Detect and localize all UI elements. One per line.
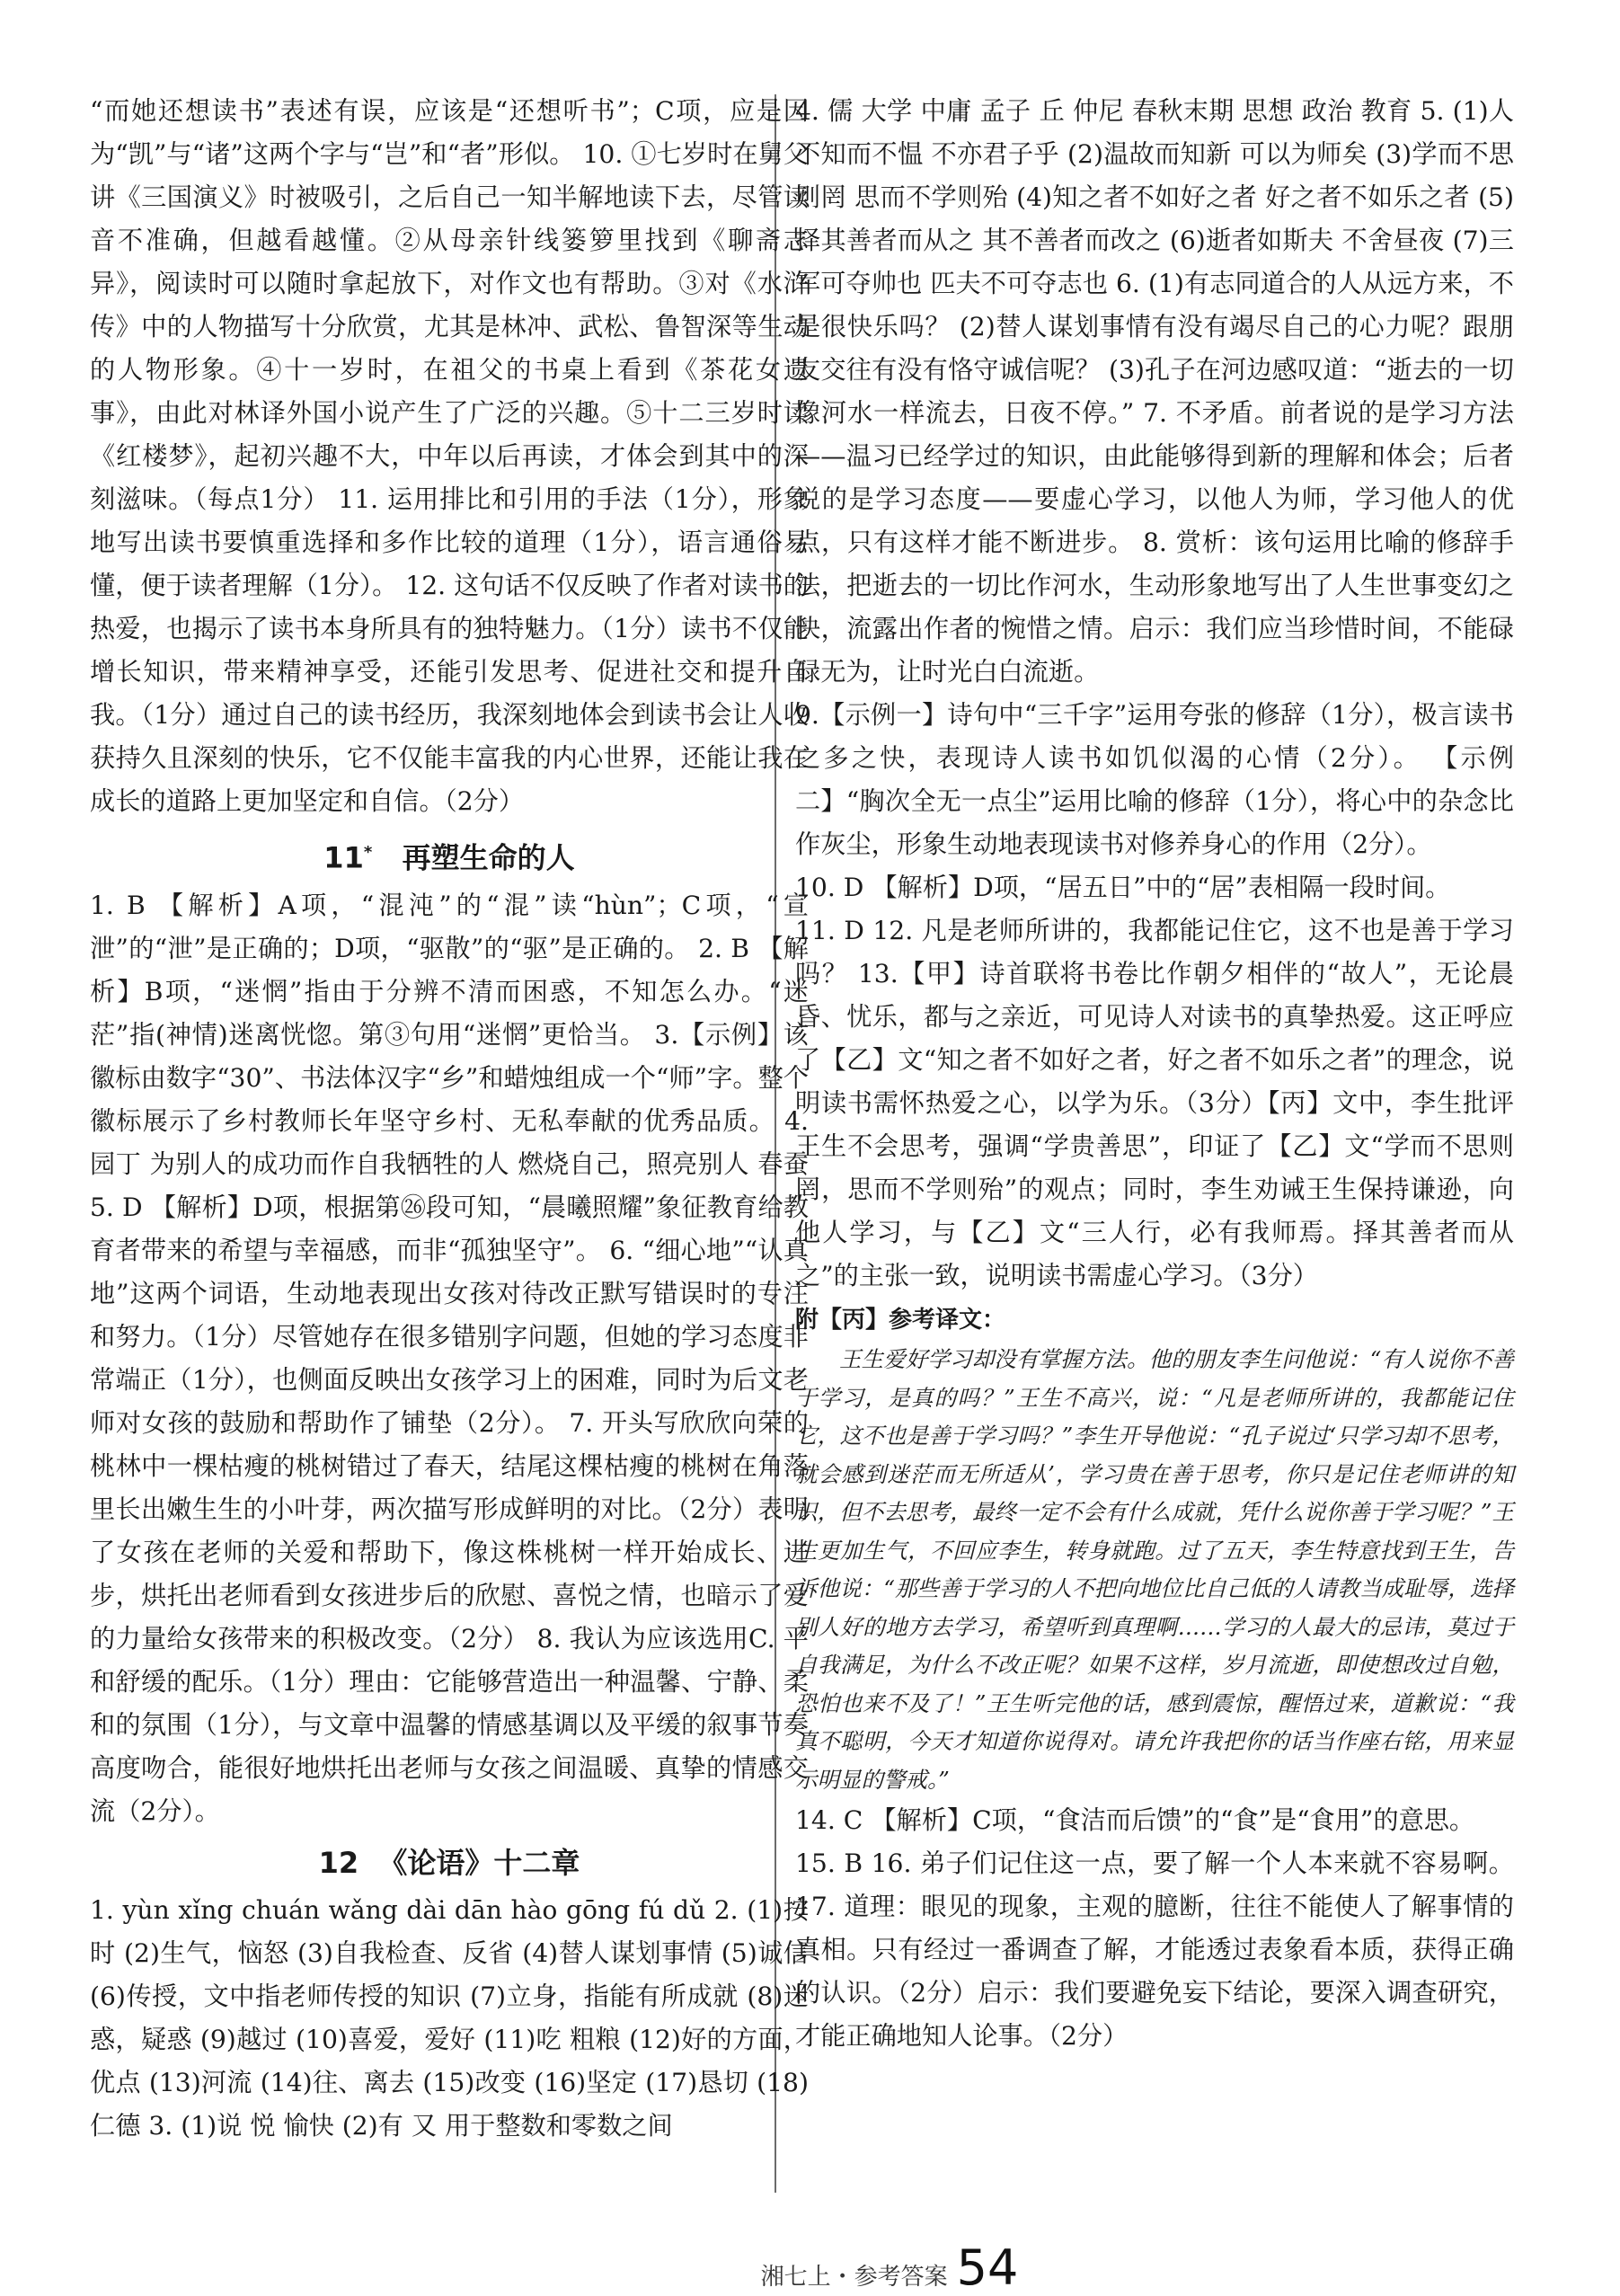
- answer-block-14: 14. C 【解析】C项，“食洁而后馈”的“食”是“食用”的意思。: [795, 1805, 1475, 1835]
- page-footer: [701, 2239, 1078, 2296]
- section-number: 11: [323, 840, 364, 875]
- answer-block-4-8: 4. 儒 大学 中庸 孟子 丘 仲尼 春秋末期 思想 政治 教育 5. (1)人不知而不愠 不亦君子乎 (2)温故而知新 可以为师矣 (3)学而不思则罔 思而不学则殆 (4)知之者不如好之者 好之者不如乐之者 (5)择其善者而从之 其不善者而改之 (6)逝者如斯夫 不舍昼夜 (7)三军可夺帅也 匹夫不可夺志也 6. (1)有志同道合的人从远方来，不是很快乐吗？ (2)替人谋划事情有没有竭尽自己的心力呢？跟朋友交往有没有恪守诚信呢？ (3)孔子在河边感叹道：“逝去的一切像河水一样流去，日夜不停。” 7. 不矛盾。前者说的是学习方法——温习已经学过的知识，由此能够得到新的理解和体会；后者说的是学习态度——要虚心学习，以他人为师，学习他人的优点，只有这样才能不断进步。 8. 赏析：该句运用比喻的修辞手法，把逝去的一切比作河水，生动形象地写出了人生世事变幻之快，流露出作者的惋惜之情。启示：我们应当珍惜时间，不能碌碌无为，让时光白白流逝。: [795, 96, 1514, 687]
- optional-mark: *: [363, 843, 373, 862]
- page-number: 54: [956, 2239, 1019, 2296]
- footer-label: 湘七上・参考答案: [760, 2264, 948, 2291]
- answer-block-9: 9.【示例一】诗句中“三千字”运用夸张的修辞（1分），极言读书之多之快，表现诗人读书如饥似渴的心情（2分）。 【示例二】“胸次全无一点尘”运用比喻的修辞（1分），将心中的杂念比作灰尘，形象生动地表现读书对修养身心的作用（2分）。: [795, 700, 1514, 859]
- section-heading-12: [90, 1840, 809, 1885]
- answer-block-lesson-11: 1. B 【解析】A项，“混沌”的“混”读“hùn”；C项，“宣泄”的“泄”是正确的；D项，“驱散”的“驱”是正确的。 2. B 【解析】B项，“迷惘”指由于分辨不清而困惑，不知怎么办。“迷茫”指(神情)迷离恍惚。第③句用“迷惘”更恰当。 3.【示例】该徽标由数字“30”、书法体汉字“乡”和蜡烛组成一个“师”字。整个徽标展示了乡村教师长年坚守乡村、无私奉献的优秀品质。 4. 园丁 为别人的成功而作自我牺牲的人 燃烧自己，照亮别人 春蚕 5. D 【解析】D项，根据第㉖段可知，“晨曦照耀”象征教育给教育者带来的希望与幸福感，而非“孤独坚守”。 6. “细心地”“认真地”这两个词语，生动地表现出女孩对待改正默写错误时的专注和努力。（1分）尽管她存在很多错别字问题，但她的学习态度非常端正（1分），也侧面反映出女孩学习上的困难，同时为后文老师对女孩的鼓励和帮助作了铺垫（2分）。 7. 开头写欣欣向荣的桃林中一棵枯瘦的桃树错过了春天，结尾这棵枯瘦的桃树在角落里长出嫩生生的小叶芽，两次描写形成鲜明的对比。（2分）表明了女孩在老师的关爱和帮助下，像这株桃树一样开始成长、进步，烘托出老师看到女孩进步后的欣慰、喜悦之情，也暗示了爱的力量给女孩带来的积极改变。（2分） 8. 我认为应该选用C. 平和舒缓的配乐。（1分）理由：它能够营造出一种温馨、宁静、柔和的氛围（1分），与文章中温馨的情感基调以及平缓的叙事节奏高度吻合，能很好地烘托出老师与女孩之间温暖、真挚的情感交流（2分）。: [90, 890, 809, 1826]
- translation-text: 王生爱好学习却没有掌握方法。他的朋友李生问他说：“有人说你不善于学习，是真的吗？”王生不高兴，说：“凡是老师所讲的，我都能记住它，这不也是善于学习吗？”李生开导他说：“孔子说过‘只学习却不思考，就会感到迷茫而无所适从’，学习贵在善于思考，你只是记住老师讲的知识，但不去思考，最终一定不会有什么成就，凭什么说你善于学习呢？”王生更加生气，不回应李生，转身就跑。过了五天，李生特意找到王生，告诉他说：“那些善于学习的人不把向地位比自己低的人请教当成耻辱，选择别人好的地方去学习，希望听到真理啊……学习的人最大的忌讳，莫过于自我满足，为什么不改正呢？如果不这样，岁月流逝，即使想改过自勉，恐怕也来不及了！”王生听完他的话，感到震惊，醒悟过来，道歉说：“我真不聪明，今天才知道你说得对。请允许我把你的话当作座右铭，用来显示明显的警戒。”: [795, 1346, 1514, 1793]
- section-number: 12: [318, 1845, 359, 1880]
- left-column: [90, 90, 809, 2148]
- answer-block-lesson-12: 1. yùn xǐng chuán wǎng dài dān hào gōng fú dǔ 2. (1)按时 (2)生气，恼怒 (3)自我检查、反省 (4)替人谋划事情 (5)诚信 (6)传授，文中指老师传授的知识 (7)立身，指能有所成就 (8)迷惑，疑惑 (9)越过 (10)喜爱，爱好 (11)吃 粗粮 (12)好的方面，优点 (13)河流 (14)往、离去 (15)改变 (16)坚定 (17)恳切 (18)仁德 3. (1)说 悦 愉快 (2)有 又 用于整数和零数之间: [90, 1894, 809, 2141]
- right-column: [795, 90, 1514, 2058]
- answer-block-15-17: 15. B 16. 弟子们记住这一点，要了解一个人本来就不容易啊。 17. 道理：眼见的现象，主观的臆断，往往不能使人了解事情的真相。只有经过一番调查了解，才能透过表象看本质，获得正确的认识。（2分）启示：我们要避免妄下结论，要深入调查研究，才能正确地知人论事。（2分）: [795, 1848, 1514, 2051]
- answer-block-11-13: 11. D 12. 凡是老师所讲的，我都能记住它，这不也是善于学习吗？ 13.【甲】诗首联将书卷比作朝夕相伴的“故人”，无论晨昏、忧乐，都与之亲近，可见诗人对读书的真挚热爱。这正呼应了【乙】文“知之者不如好之者，好之者不如乐之者”的理念，说明读书需怀热爱之心，以学为乐。（3分）【丙】文中，李生批评王生不会思考，强调“学贵善思”，印证了【乙】文“学而不思则罔，思而不学则殆”的观点；同时，李生劝诫王生保持谦逊，向他人学习，与【乙】文“三人行，必有我师焉。择其善者而从之”的主张一致，说明读书需虚心学习。（3分）: [795, 916, 1514, 1290]
- answer-block-10: 10. D 【解析】D项，“居五日”中的“居”表相隔一段时间。: [795, 873, 1451, 902]
- section-title: 再塑生命的人: [402, 840, 575, 875]
- section-title: 《论语》十二章: [378, 1845, 580, 1880]
- section-heading-11: [90, 830, 809, 881]
- answer-block-reading: “而她还想读书”表述有误，应该是“还想听书”；C项，应是因为“凯”与“诸”这两个字与“岂”和“者”形似。 10. ①七岁时在舅父讲《三国演义》时被吸引，之后自己一知半解地读下去，尽管读音不准确，但越看越懂。②从母亲针线篓箩里找到《聊斋志异》，阅读时可以随时拿起放下，对作文也有帮助。③对《水浒传》中的人物描写十分欣赏，尤其是林冲、武松、鲁智深等生动的人物形象。④十一岁时，在祖父的书桌上看到《茶花女遗事》，由此对林译外国小说产生了广泛的兴趣。⑤十二三岁时读《红楼梦》，起初兴趣不大，中年以后再读，才体会到其中的深刻滋味。（每点1分） 11. 运用排比和引用的手法（1分），形象地写出读书要慎重选择和多作比较的道理（1分），语言通俗易懂，便于读者理解（1分）。 12. 这句话不仅反映了作者对读书的热爱，也揭示了读书本身所具有的独特魅力。（1分）读书不仅能增长知识，带来精神享受，还能引发思考、促进社交和提升自我。（1分）通过自己的读书经历，我深刻地体会到读书会让人收获持久且深刻的快乐，它不仅能丰富我的内心世界，还能让我在成长的道路上更加坚定和自信。（2分）: [90, 96, 809, 816]
- translation-heading: 附【丙】参考译文：: [795, 1307, 1006, 1334]
